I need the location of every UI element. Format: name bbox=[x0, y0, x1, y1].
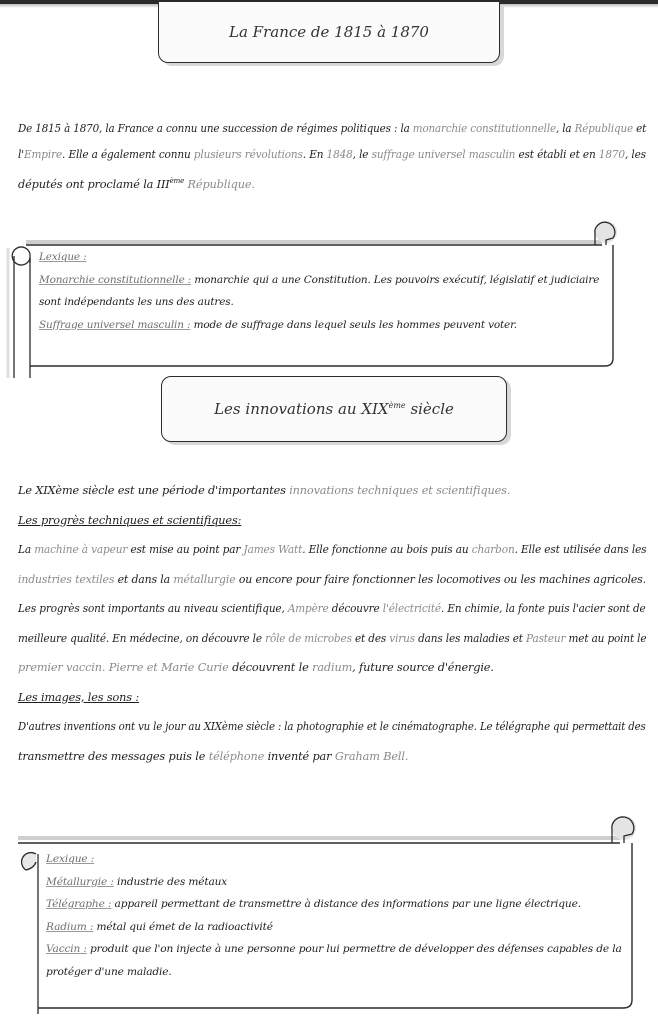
text: dans les maladies et bbox=[414, 631, 527, 645]
lexique-content bbox=[39, 246, 606, 336]
text: . Elle a également connu bbox=[62, 148, 194, 161]
keyword: James Watt bbox=[243, 543, 303, 556]
lexique-definition: protéger d'une maladie. bbox=[46, 965, 172, 978]
text: La bbox=[18, 543, 35, 556]
text: découvre bbox=[328, 602, 383, 615]
text: et bbox=[632, 122, 647, 135]
text: , le bbox=[352, 148, 372, 161]
keyword: République bbox=[184, 177, 252, 191]
text: députés ont proclamé la III bbox=[18, 177, 170, 191]
paragraph-line bbox=[18, 565, 646, 595]
paragraph-line bbox=[18, 476, 646, 506]
intro-paragraph bbox=[18, 116, 646, 198]
title-text: siècle bbox=[405, 400, 454, 418]
keyword: premier vaccin bbox=[18, 661, 102, 674]
text: inventé par bbox=[264, 749, 335, 763]
keyword: métallurgie bbox=[173, 572, 236, 586]
text: , future source d'énergie. bbox=[352, 661, 494, 674]
text: et dans la bbox=[114, 572, 174, 586]
paragraph-line bbox=[18, 535, 647, 565]
keyword: suffrage universel masculin bbox=[371, 148, 516, 161]
lexique-definition: industrie des métaux bbox=[113, 875, 228, 888]
lexique-term: Suffrage universel masculin : bbox=[39, 318, 191, 331]
lexique-term: Télégraphe : bbox=[46, 898, 112, 910]
text: est établi et en bbox=[515, 148, 599, 161]
lexique-definition: métal qui émet de la radioactivité bbox=[93, 920, 273, 933]
keyword: Ampère bbox=[287, 602, 329, 615]
text: . bbox=[506, 484, 511, 497]
text: meilleure qualité. En médecine, on découvre le bbox=[18, 631, 266, 645]
lexique-term: Monarchie constitutionnelle : bbox=[39, 273, 192, 286]
text: est mise au point par bbox=[127, 543, 244, 556]
section-title-box bbox=[161, 376, 507, 442]
lexique-definition: mode de suffrage dans lequel seuls les hommes peuvent voter. bbox=[190, 318, 517, 331]
keyword: l'électricité bbox=[382, 602, 441, 615]
lexique-term: Vaccin : bbox=[46, 943, 87, 955]
lexique-scroll bbox=[12, 808, 652, 1014]
lexique-definition: monarchie qui a une Constitution. Les pouvoirs exécutif, législatif et judiciaire bbox=[191, 273, 600, 286]
keyword: innovations techniques et scientifiques bbox=[289, 484, 507, 497]
paragraph-line bbox=[18, 594, 646, 624]
keyword: Pierre et Marie Curie bbox=[108, 661, 229, 674]
lexique-definition: sont indépendants les uns des autres. bbox=[39, 296, 234, 308]
lexique-definition: appareil permettant de transmettre à distance des informations par une ligne électrique. bbox=[111, 898, 581, 910]
keyword: charbon bbox=[471, 543, 515, 556]
text: Les progrès sont importants au niveau scientifique, bbox=[18, 602, 288, 615]
keyword: monarchie constitutionnelle bbox=[412, 122, 556, 135]
subheading: Les progrès techniques et scientifiques: bbox=[18, 513, 242, 527]
lexique-heading: Lexique : bbox=[39, 251, 87, 263]
keyword: 1870 bbox=[598, 148, 625, 161]
keyword: virus bbox=[389, 631, 415, 645]
text: . En bbox=[302, 148, 327, 161]
intro-line bbox=[18, 168, 646, 198]
keyword: 1848 bbox=[326, 148, 353, 161]
subheading: Les images, les sons : bbox=[18, 690, 139, 704]
keyword: rôle de microbes bbox=[265, 631, 352, 645]
lexique-content bbox=[46, 848, 622, 983]
keyword: Empire bbox=[23, 148, 63, 161]
text: . En chimie, la fonte puis l'acier sont de bbox=[440, 602, 646, 615]
keyword: Pasteur bbox=[526, 631, 566, 645]
section-title-box bbox=[158, 2, 500, 63]
superscript: ème bbox=[388, 401, 406, 410]
lexique-scroll bbox=[6, 218, 626, 378]
text: . bbox=[251, 177, 255, 191]
lexique-term: Métallurgie : bbox=[46, 875, 114, 888]
text: De 1815 à 1870, la France a connu une succession de régimes politiques : la bbox=[18, 122, 413, 135]
section-title: La France de 1815 à 1870 bbox=[229, 23, 429, 41]
text: et des bbox=[351, 631, 390, 645]
keyword: République bbox=[574, 122, 633, 135]
superscript: ème bbox=[169, 177, 185, 185]
keyword: téléphone bbox=[208, 749, 265, 763]
text: . bbox=[404, 749, 409, 763]
keyword: industries textiles bbox=[18, 572, 115, 586]
text: transmettre des messages puis le bbox=[18, 749, 209, 763]
text: . bbox=[101, 661, 109, 674]
innovations-body bbox=[18, 476, 646, 771]
section-title bbox=[214, 400, 454, 418]
text: ou encore pour faire fonctionner les locomotives ou les machines agricoles. bbox=[235, 572, 646, 586]
keyword: plusieurs révolutions bbox=[193, 148, 303, 161]
text: . Elle est utilisée dans les bbox=[514, 543, 647, 556]
text: découvrent le bbox=[228, 661, 313, 674]
lexique-term: Radium : bbox=[46, 920, 94, 933]
text: , les bbox=[624, 148, 646, 161]
paragraph-line: D'autres inventions ont vu le jour au XIXème siècle : la photographie et le cinématographe. Le télégraphe qui permettait des bbox=[18, 720, 646, 733]
text: met au point le bbox=[565, 631, 647, 645]
text: Le XIXème siècle est une période d'importantes bbox=[18, 484, 290, 497]
paragraph-line bbox=[18, 624, 647, 654]
lexique-definition: produit que l'on injecte à une personne pour lui permettre de développer des défenses capables de la bbox=[86, 943, 622, 955]
title-text: Les innovations au XIX bbox=[214, 400, 389, 418]
paragraph-line bbox=[18, 742, 646, 772]
text: , la bbox=[555, 122, 575, 135]
keyword: radium bbox=[312, 661, 353, 674]
intro-line bbox=[18, 116, 647, 142]
lexique-heading: Lexique : bbox=[46, 853, 95, 865]
text: l' bbox=[18, 148, 24, 161]
keyword: Graham Bell bbox=[334, 749, 405, 763]
paragraph-line bbox=[18, 653, 646, 683]
intro-line bbox=[18, 142, 646, 168]
text: . Elle fonctionne au bois puis au bbox=[302, 543, 472, 556]
keyword: machine à vapeur bbox=[34, 543, 128, 556]
